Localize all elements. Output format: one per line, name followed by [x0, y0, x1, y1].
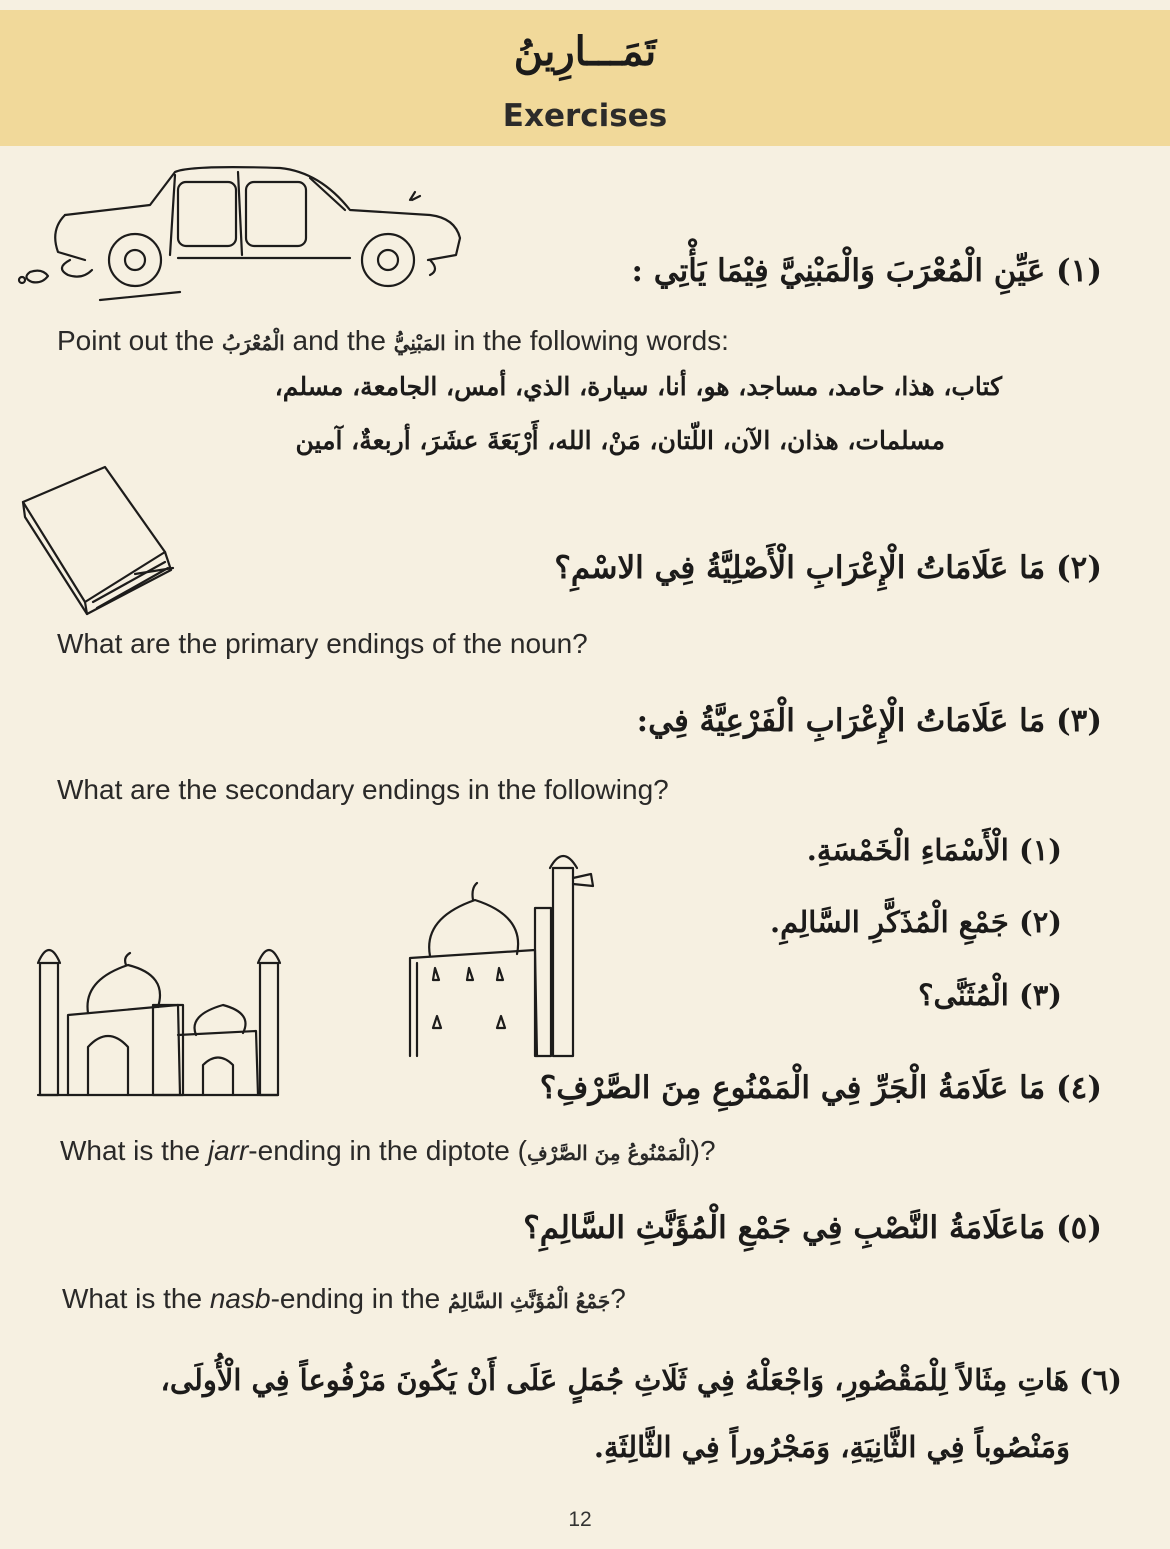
- exercise-4-english-part2: -ending in the diptote (: [248, 1135, 527, 1166]
- exercise-6-question-line-1: (٦) هَاتِ مِثَالاً لِلْمَقْصُورِ، وَاجْعَلْهُ فِي ثَلَاثِ جُمَلٍ عَلَى أَنْ يَكُونَ مَرْفُوعاً فِي الْأُولَى،: [160, 1363, 1122, 1397]
- exercise-5-question: (٥) مَاعَلَامَةُ النَّصْبِ فِي جَمْعِ الْمُؤَنَّثِ السَّالِمِ؟: [523, 1210, 1102, 1246]
- exercise-4-english: [60, 1135, 716, 1167]
- exercise-5-english-part1: What is the: [62, 1283, 210, 1314]
- exercise-4-term: الْمَمْنُوعُ مِنَ الصَّرْفِ: [526, 1141, 691, 1165]
- page-title-arabic: تَمَـــارِينُ: [513, 28, 657, 75]
- header-banner: [0, 10, 1170, 146]
- book-icon: [15, 462, 180, 622]
- page-number: 12: [568, 1508, 592, 1531]
- exercise-1-words-line-2: مسلمات، هذان، الآن، اللّتان، مَنْ، الله، أَرْبَعَةَ عشَرَ، أربعةٌ، آمين: [295, 426, 945, 455]
- exercise-1-instruction-part2: and the: [284, 325, 394, 356]
- exercise-1-instruction: [57, 325, 729, 357]
- minaret-mosque-icon: [405, 838, 605, 1058]
- exercise-5-english: [62, 1283, 626, 1315]
- exercise-1-words-line-1: كتاب، هذا، حامد، مساجد، هو، أنا، سيارة، الذي، أمس، الجامعة، مسلم،: [274, 372, 1002, 401]
- exercise-3-item-2: (٢) جَمْعِ الْمُذَكَّرِ السَّالِمِ.: [770, 905, 1062, 939]
- exercise-5-english-part2: -ending in the: [270, 1283, 449, 1314]
- exercise-5-term: جَمْعُ الْمُؤَنَّثِ السَّالِمُ: [448, 1289, 611, 1313]
- exercise-3-english: What are the secondary endings in the following?: [57, 774, 669, 805]
- exercise-1-instruction-part1: Point out the: [57, 325, 223, 356]
- exercise-3-question: (٣) مَا عَلَامَاتُ الْإِعْرَابِ الْفَرْعِيَّةُ فِي:: [636, 703, 1102, 739]
- exercise-4-english-jarr: jarr: [207, 1135, 249, 1166]
- exercise-5-english-nasb: nasb: [209, 1283, 271, 1314]
- exercise-6-question-line-2: وَمَنْصُوباً فِي الثَّانِيَةِ، وَمَجْرُوراً فِي الثَّالِثَةِ.: [593, 1430, 1070, 1464]
- exercise-1-instruction-part3: in the following words:: [445, 325, 729, 356]
- exercise-1-question: (١) عَيِّنِ الْمُعْرَبَ وَالْمَبْنِيَّ فِيْمَا يَأْتِي :: [631, 253, 1102, 289]
- exercise-4-question: (٤) مَا عَلَامَةُ الْجَرِّ فِي الْمَمْنُوعِ مِنَ الصَّرْفِ؟: [539, 1070, 1102, 1106]
- exercise-3-item-3: (٣) الْمُثَنَّى؟: [918, 978, 1062, 1012]
- term-mabni: المَبْنِيُّ: [393, 331, 446, 355]
- exercise-4-english-part1: What is the: [60, 1135, 208, 1166]
- page-title-english: Exercises: [502, 98, 668, 134]
- exercise-3-item-1: (١) الْأَسْمَاءِ الْخَمْسَةِ.: [806, 833, 1062, 867]
- exercise-4-english-part3: )?: [690, 1135, 716, 1166]
- exercise-2-question: (٢) مَا عَلَامَاتُ الْإِعْرَابِ الْأَصْلِيَّةُ فِي الاسْمِ؟: [554, 550, 1102, 586]
- mosque-icon: [28, 935, 288, 1100]
- exercise-5-english-part3: ?: [610, 1283, 626, 1314]
- term-mu3rab: الْمُعْرَبُ: [222, 331, 285, 355]
- exercise-2-english: What are the primary endings of the noun?: [57, 628, 588, 659]
- car-icon: [10, 160, 470, 310]
